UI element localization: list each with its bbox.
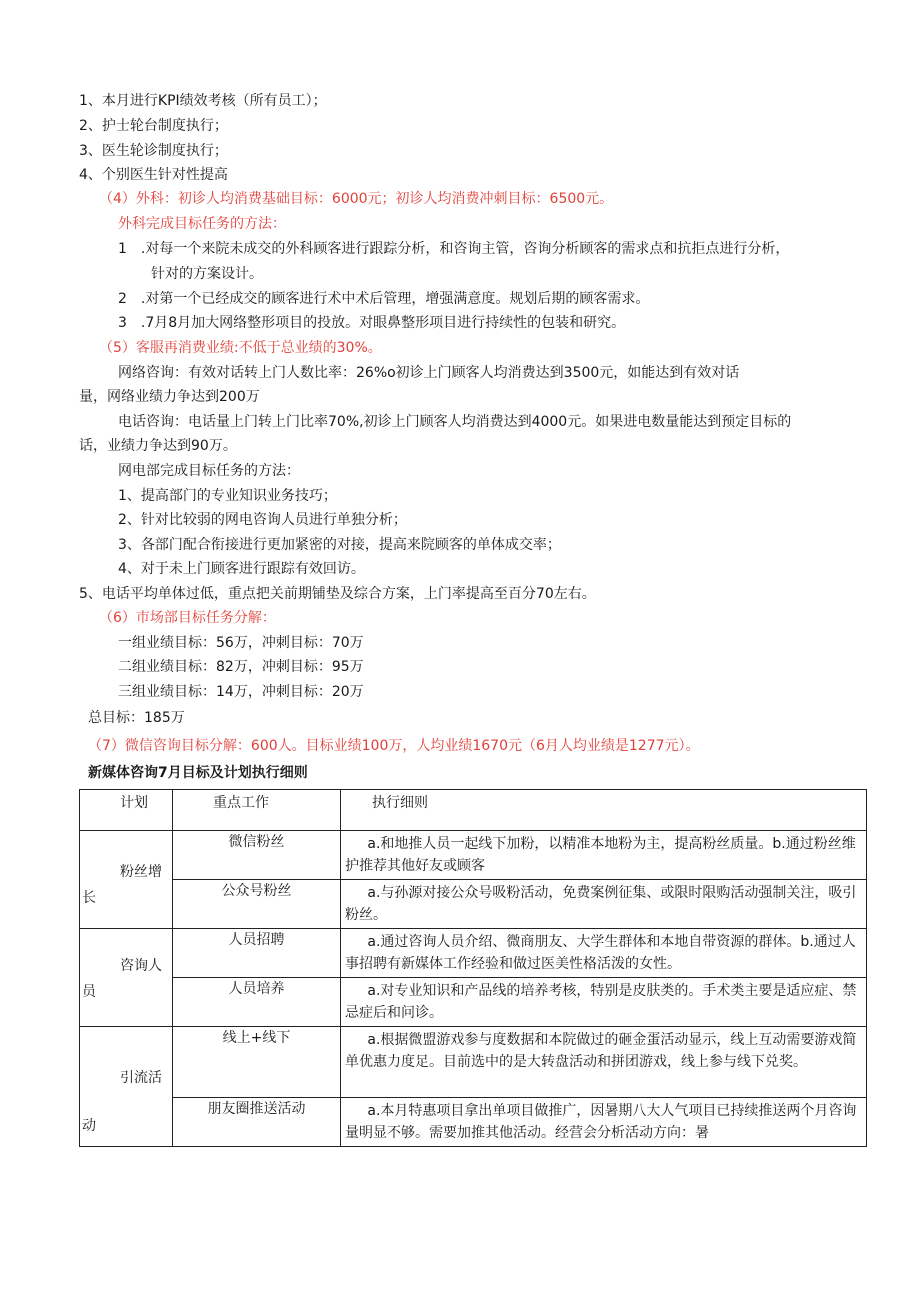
work-training: 人员培养 (173, 978, 341, 1027)
header-detail: 执行细则 (341, 790, 867, 831)
work-recruit: 人员招聘 (173, 929, 341, 978)
phone-consult-cont: 话，业绩力争达到90万。 (79, 438, 237, 454)
detail-wechat-fans: a.和地推人员一起线下加粉，以精准本地粉为主，提高粉丝质量。b.通过粉丝维护推荐其他好友或顾客 (341, 831, 867, 880)
detail-recruit: a.通过咨询人员介绍、微商朋友、大学生群体和本地自带资源的群体。b.通过人事招聘有新媒体工作经验和做过医美性格活泼的女性。 (341, 929, 867, 978)
table-row (80, 929, 867, 978)
market-group-2: 二组业绩目标：82万，冲刺目标：95万 (118, 659, 364, 675)
category-fans: 粉丝增 长 (80, 831, 173, 929)
work-online-offline: 线上+线下 (173, 1027, 341, 1098)
surgery-target: （4）外科：初诊人均消费基础目标：6000元；初诊人均消费冲刺目标：6500元。 (99, 191, 614, 207)
table-header-row (80, 790, 867, 831)
detail-online-offline: a.根据微盟游戏参与度数据和本院做过的砸金蛋活动显示，线上互动需要游戏简单优惠力度足。目前选中的是大转盘活动和拼团游戏，线上参与线下兑奖。 (341, 1027, 867, 1098)
table-row (80, 1027, 867, 1098)
item-2: 2、护士轮台制度执行； (79, 118, 228, 134)
wechat-target: （7）微信咨询目标分解：600人。目标业绩100万，人均业绩1670元（6月人均业绩是1277元）。 (88, 738, 700, 754)
item-5: 5、电话平均单体过低，重点把关前期铺垫及综合方案，上门率提高至百分70左右。 (79, 586, 596, 602)
detail-official-account: a.与孙源对接公众号吸粉活动，免费案例征集、或限时限购活动强制关注，吸引粉丝。 (341, 880, 867, 929)
item-1: 1、本月进行KPI绩效考核（所有员工）； (79, 93, 327, 109)
header-work: 重点工作 (173, 790, 341, 831)
service-method-title: 网电部完成目标任务的方法： (118, 463, 300, 479)
category-traffic: 引流活 动 (80, 1027, 173, 1147)
work-official-account: 公众号粉丝 (173, 880, 341, 929)
work-moments: 朋友圈推送活动 (173, 1098, 341, 1147)
surgery-method-2: 2 .对第一个已经成交的顾客进行术中术后管理，增强满意度。规划后期的顾客需求。 (118, 291, 650, 307)
service-method-3: 3、各部门配合衔接进行更加紧密的对接，提高来院顾客的单体成交率； (118, 537, 561, 553)
surgery-method-1-cont: 针对的方案设计。 (151, 266, 263, 282)
market-title: （6）市场部目标任务分解： (99, 610, 276, 626)
surgery-method-title: 外科完成目标任务的方法： (118, 216, 286, 232)
market-group-1: 一组业绩目标：56万，冲刺目标：70万 (118, 635, 364, 651)
table-row (80, 1098, 867, 1147)
table-row (80, 831, 867, 880)
surgery-method-3: 3 .7月8月加大网络整形项目的投放。对眼鼻整形项目进行持续性的包装和研究。 (118, 315, 626, 331)
market-group-3: 三组业绩目标：14万，冲刺目标：20万 (118, 684, 364, 700)
detail-training: a.对专业知识和产品线的培养考核，特别是皮肤类的。手术类主要是适应症、禁忌症后和问诊。 (341, 978, 867, 1027)
service-target: （5）客服再消费业绩:不低于总业绩的30%。 (99, 340, 382, 356)
table-title: 新媒体咨询7月目标及计划执行细则 (88, 765, 308, 781)
service-method-4: 4、对于未上门顾客进行跟踪有效回访。 (118, 561, 365, 577)
online-consult-cont: 量，网络业绩力争达到200万 (79, 389, 260, 405)
service-method-2: 2、针对比较弱的网电咨询人员进行单独分析； (118, 512, 407, 528)
category-staff: 咨询人 员 (80, 929, 173, 1027)
item-4: 4、个别医生针对性提高 (79, 167, 228, 183)
item-3: 3、医生轮诊制度执行； (79, 143, 228, 159)
market-total: 总目标：185万 (88, 710, 185, 726)
plan-table (79, 789, 867, 1147)
header-plan: 计划 (80, 790, 173, 831)
surgery-method-1: 1 .对每一个来院未成交的外科顾客进行跟踪分析，和咨询主管，咨询分析顾客的需求点和抗拒点进行分析， (118, 241, 790, 257)
work-wechat-fans: 微信粉丝 (173, 831, 341, 880)
service-method-1: 1、提高部门的专业知识业务技巧； (118, 488, 337, 504)
table-row (80, 880, 867, 929)
online-consult: 网络咨询：有效对话转上门人数比率：26%o初诊上门顾客人均消费达到3500元，如能达到有效对话 (118, 365, 740, 381)
table-row (80, 978, 867, 1027)
phone-consult: 电话咨询：电话量上门转上门比率70%,初诊上门顾客人均消费达到4000元。如果进电数量能达到预定目标的 (118, 414, 792, 430)
detail-moments: a.本月特惠项目拿出单项目做推广，因暑期八大人气项目已持续推送两个月咨询量明显不够。需要加推其他活动。经营会分析活动方向：暑 (341, 1098, 867, 1147)
